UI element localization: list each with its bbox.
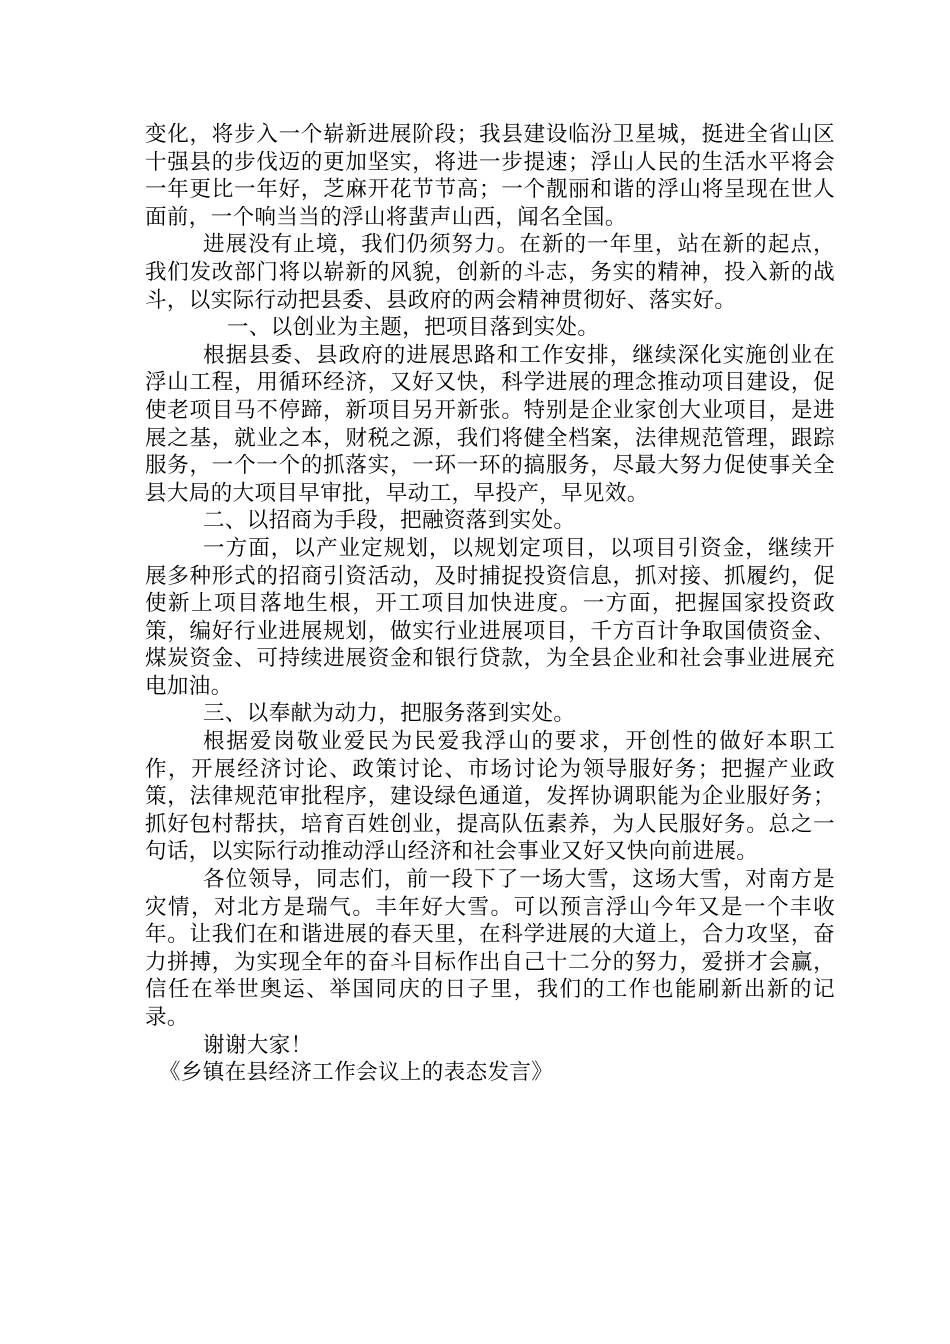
section-heading-3: 三、以奉献为动力，把服务落到实处。 [203, 701, 576, 727]
paragraph-continuation: 变化，将步入一个崭新进展阶段；我县建设临汾卫星城，挺进全省山区十强县的步伐迈的更加坚实，将进一步提速；浮山人民的生活水平将会一年更比一年好，芝麻开花节节高；一个靓丽和谐的浮山将呈现在世人面前，一个响当当的浮山将蜚声山西，闻名全国。 [145, 122, 835, 230]
section-heading-1: 一、以创业为主题，把项目落到实处。 [227, 315, 600, 341]
paragraph-closing: 各位领导，同志们，前一段下了一场大雪，这场大雪，对南方是灾情，对北方是瑞气。丰年好大雪。可以预言浮山今年又是一个丰收年。让我们在和谐进展的春天里，在科学进展的大道上，合力攻坚，奋力拼搏，为实现全年的奋斗目标作出自己十二分的努力，爱拼才会赢，信任在举世奥运、举国同庆的日子里，我们的工作也能刷新出新的记录。 [145, 867, 835, 1030]
section-heading-2: 二、以招商为手段，把融资落到实处。 [203, 508, 576, 534]
paragraph-section-2: 一方面，以产业定规划，以规划定项目，以项目引资金，继续开展多种形式的招商引资活动，及时捕捉投资信息，抓对接、抓履约，促使新上项目落地生根，开工项目加快进度。一方面，把握国家投资政策，编好行业进展规划，做实行业进展项目，千方百计争取国债资金、煤炭资金、可持续进展资金和银行贷款，为全县企业和社会事业进展充电加油。 [145, 535, 835, 699]
document-title-reference: 《乡镇在县经济工作会议上的表态发言》 [159, 1060, 554, 1086]
paragraph-progress: 进展没有止境，我们仍须努力。在新的一年里，站在新的起点，我们发改部门将以崭新的风貌，创新的斗志，务实的精神，投入新的战斗，以实际行动把县委、县政府的两会精神贯彻好、落实好。 [145, 232, 835, 313]
paragraph-section-1: 根据县委、县政府的进展思路和工作安排，继续深化实施创业在浮山工程，用循环经济，又好又快，科学进展的理念推动项目建设，促使老项目马不停蹄，新项目另开新张。特别是企业家创大业项目，是进展之基，就业之本，财税之源，我们将健全档案，法律规范管理，跟踪服务，一个一个的抓落实，一环一环的搞服务，尽最大努力促使事关全县大局的大项目早审批，早动工，早投产，早见效。 [145, 342, 835, 506]
thanks-line: 谢谢大家！ [203, 1032, 313, 1058]
document-body [145, 121, 835, 1087]
paragraph-section-3: 根据爱岗敬业爱民为民爱我浮山的要求，开创性的做好本职工作，开展经济讨论、政策讨论、市场讨论为领导服好务；把握产业政策，法律规范审批程序，建设绿色通道，发挥协调职能为企业服好务；抓好包村帮扶，培育百姓创业，提高队伍素养，为人民服好务。总之一句话，以实际行动推动浮山经济和社会事业又好又快向前进展。 [145, 729, 835, 865]
